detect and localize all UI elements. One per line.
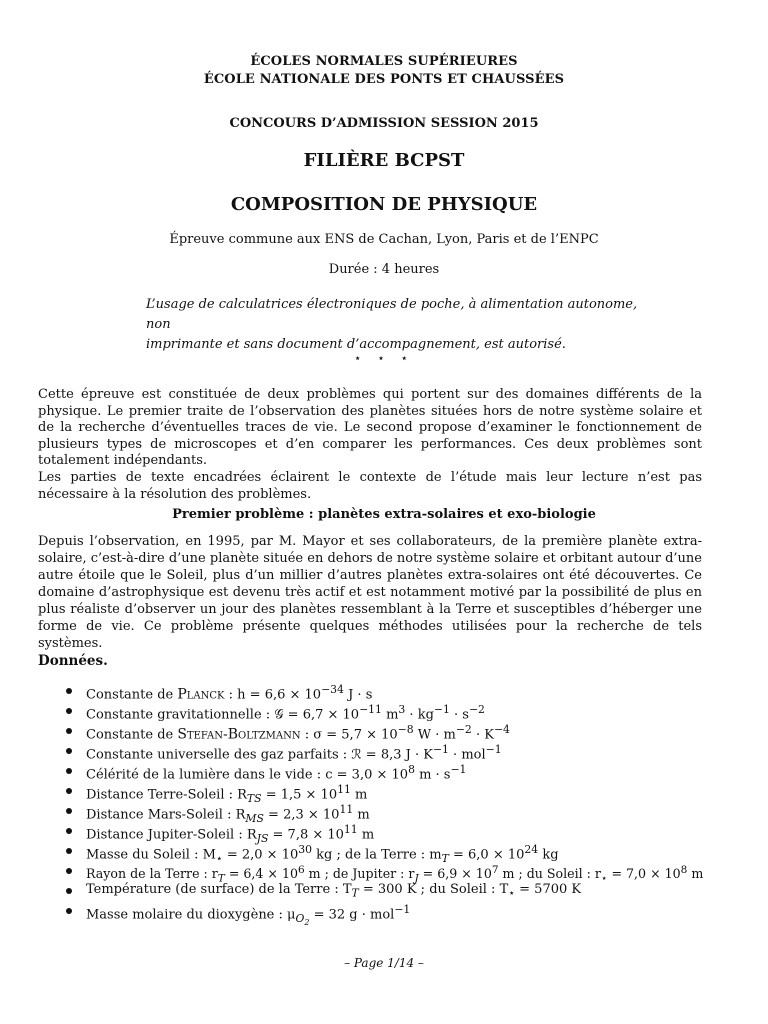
filiere-title: FILIÈRE BCPST [303,150,465,171]
bullet-icon [66,728,72,734]
list-item-mars-soleil: Distance Mars-Soleil : $R_{MS} = 2,3 \times 10^{11}$ m [66,800,716,820]
problem1-text: Depuis l’observation, en 1995, par M. Mayor et ses collaborateurs, de la première planète extra-solaire, c’est-à-dire d’une planète située en dehors de notre système solaire et orbitant autour d’une autre étoile que le Soleil, plus d’un millier d’autres planètes extra-solaires ont été découvertes. Ce domaine d’astrophysique est devenu très actif et est notamment motivé par la possibilité de plus en plus réaliste d’observer un jour des planètes ressemblant à la Terre et susceptibles d’héberger une forme de vie. Ce problème présente quelques méthodes utilisées pour la recherche de tels systèmes. [38,534,702,651]
list-item-rayons: Rayon de la Terre : $r_T = 6,4 \times 10^6$ m ; de Jupiter : $r_J = 6,9 \times 10^7$ m ; du Soleil : $r_⋆ = 7,0 \times 10^8$ m [66,860,716,880]
bullet-icon [66,908,72,914]
calculator-notice-line1: L’usage de calculatrices électroniques de poche, à alimentation autonome, non [146,297,638,332]
list-item-masses: Masse du Soleil : $M_⋆ = 2,0 \times 10^{30}$ kg ; de la Terre : $m_T = 6,0 \times 10^{24}$ kg [66,840,716,860]
bullet-icon [66,708,72,714]
intro-paragraph-1: Cette épreuve est constituée de deux problèmes qui portent sur des domaines différents de la physique. Le premier traite de l’observation des planètes situées hors de notre système solaire et de la recherche d’éventuelles traces de vie. Le second propose d’examiner le fonctionnement de plusieurs types de microscopes et d’en comparer les performances. Ces deux problèmes sont totalement indépendants. [38,387,702,469]
intro-text [38,387,702,503]
list-item-terre-soleil: Distance Terre-Soleil : $R_{TS} = 1,5 \times 10^{11}$ m [66,780,716,800]
bullet-icon [66,868,72,874]
bullet-icon [66,888,72,894]
bullet-icon [66,808,72,814]
school-header-line1: ÉCOLES NORMALES SUPÉRIEURES [250,54,518,69]
list-item-planck: Constante de Planck : $h = 6,6 \times 10^{-34}$ J · s [66,680,716,700]
session-title: CONCOURS D’ADMISSION SESSION 2015 [229,116,539,131]
list-item-gas-constant: Constante universelle des gaz parfaits : ℛ = 8,3 $J \cdot K^{-1} \cdot mol^{-1}$ [66,740,716,760]
list-item-stefan: Constante de Stefan-Boltzmann : $\sigma = 5,7 \times 10^{-8}$ $W \cdot m^{-2} \cdot K^{-4}$ [66,720,716,740]
epreuve-line: Épreuve commune aux ENS de Cachan, Lyon, Paris et de l’ENPC [169,232,599,247]
calculator-notice [146,295,646,355]
composition-title: COMPOSITION DE PHYSIQUE [230,194,538,215]
star-separator: ⋆ ⋆ ⋆ [353,351,415,365]
list-item-molar-mass: Masse molaire du dioxygène : $\mu_{O_2} = 32$ g · mol$^{-1}$ [66,900,716,920]
list-item-jupiter-soleil: Distance Jupiter-Soleil : $R_{JS} = 7,8 \times 10^{11}$ m [66,820,716,840]
duration-line: Durée : 4 heures [328,262,440,277]
bullet-icon [66,828,72,834]
problem1-title: Premier problème : planètes extra-solaires et exo-biologie [172,507,596,522]
calculator-notice-line2: imprimante et sans document d’accompagnement, est autorisé. [146,337,566,352]
page-number: – Page 1/14 – [344,956,424,970]
list-item-temperatures: Température (de surface) de la Terre : $T_T = 300$ K ; du Soleil : $T_⋆ = 5700$ K [66,880,716,900]
school-header-line2: ÉCOLE NATIONALE DES PONTS ET CHAUSSÉES [203,72,565,87]
list-item-gravitation: Constante gravitationnelle : 𝒢 = $6,7 \times 10^{-11}$ $m^3 \cdot kg^{-1} \cdot s^{-2}$ [66,700,716,720]
bullet-icon [66,848,72,854]
intro-paragraph-2: Les parties de texte encadrées éclairent le contexte de l’étude mais leur lecture n’est pas nécessaire à la résolution des problèmes. [38,469,702,502]
bullet-icon [66,748,72,754]
donnees-list [66,680,716,928]
list-item-light-speed: Célérité de la lumière dans le vide : $c = 3,0 \times 10^8$ $m \cdot s^{-1}$ [66,760,716,780]
bullet-icon [66,788,72,794]
donnees-title: Données. [38,653,108,669]
bullet-icon [66,768,72,774]
bullet-icon [66,688,72,694]
